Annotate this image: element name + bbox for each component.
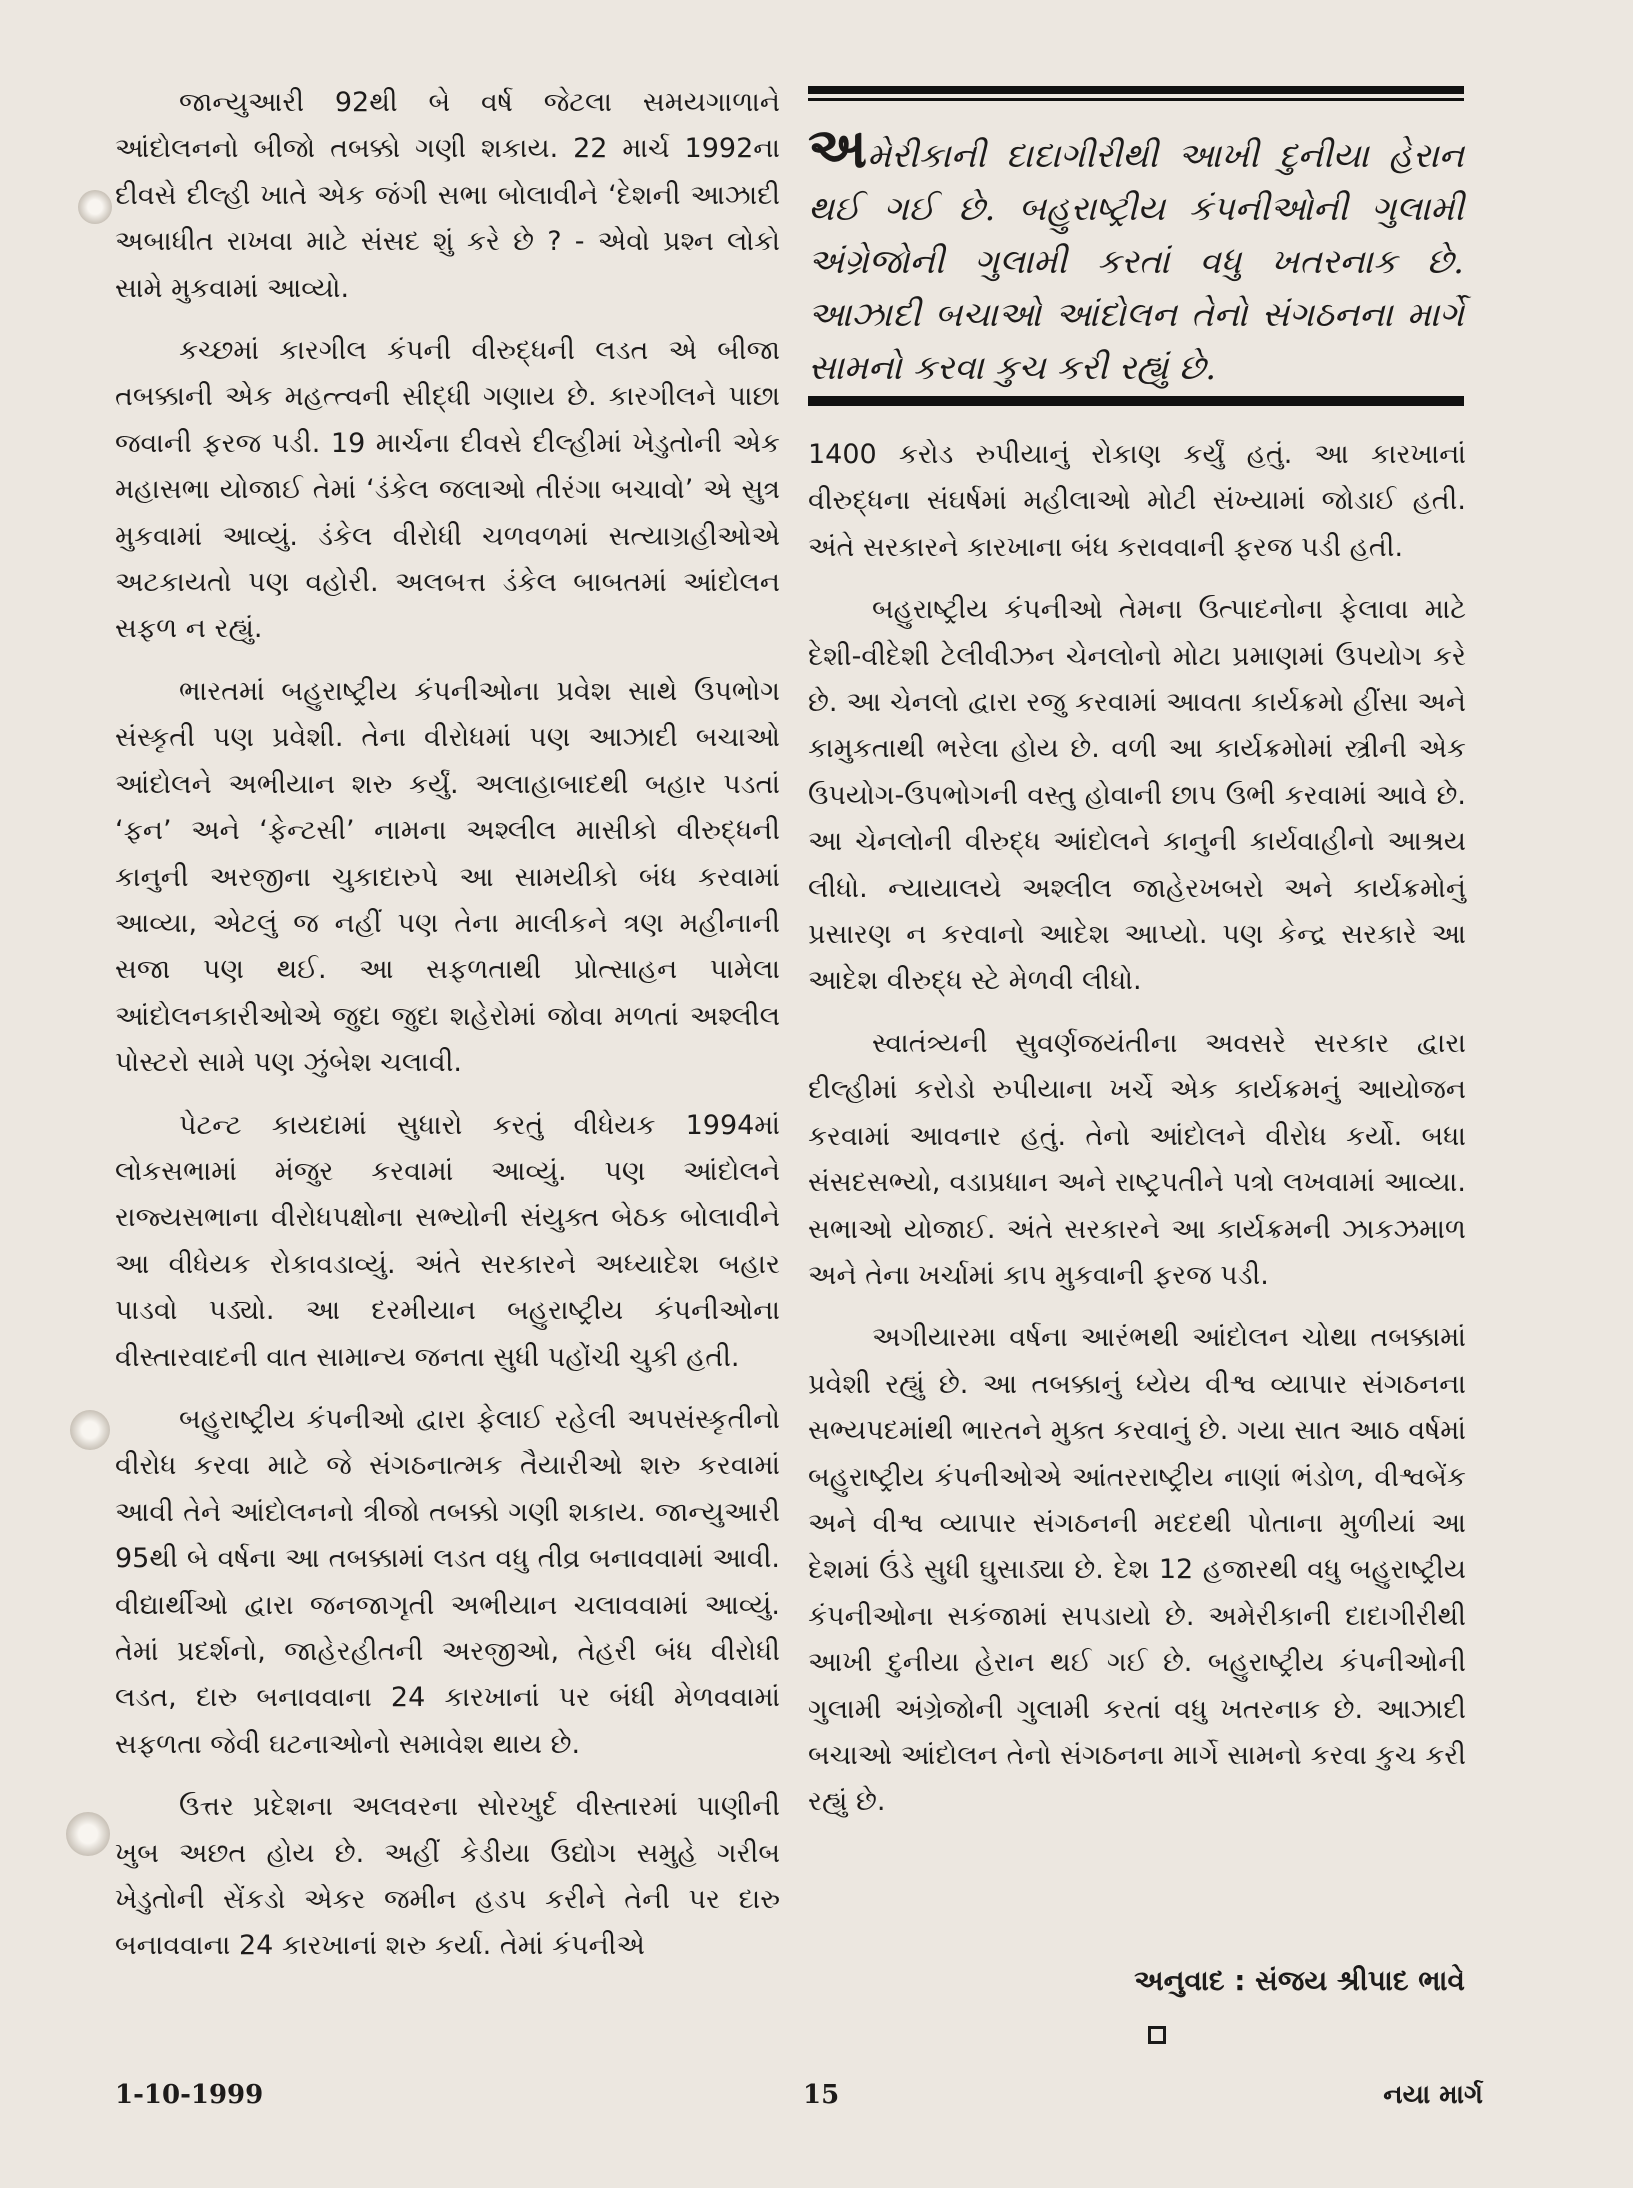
pull-quote-rule <box>808 396 1464 406</box>
paragraph: ભારતમાં બહુરાષ્ટ્રીય કંપનીઓના પ્રવેશ સાથે ઉપભોગ સંસ્કૃતી પણ પ્રવેશી. તેના વીરોધમાં પણ આઝાદી બચાઓ આંદોલને અભીયાન શરુ કર્યું. અલાહાબાદથી બહાર પડતાં ‘ફન’ અને ‘ફેન્ટસી’ નામના અશ્લીલ માસીકો વીરુદ્ધની કાનુની અરજીના ચુકાદારુપે આ સામયીકો બંધ કરવામાં આવ્યા, એટલું જ નહીં પણ તેના માલીકને ત્રણ મહીનાની સજા પણ થઈ. આ સફળતાથી પ્રોત્સાહન પામેલા આંદોલનકારીઓએ જુદા જુદા શહેરોમાં જોવા મળતાં અશ્લીલ પોસ્ટરો સામે પણ ઝુંબેશ ચલાવી. <box>115 675 780 1079</box>
paragraph: જાન્યુઆરી 92થી બે વર્ષ જેટલા સમયગાળાને આંદોલનનો બીજો તબક્કો ગણી શકાય. 22 માર્ચ 1992ના દીવસે દીલ્હી ખાતે એક જંગી સભા બોલાવીને ‘દેશની આઝાદી અબાધીત રાખવા માટે સંસદ શું કરે છે ? - એવો પ્રશ્ન લોકો સામે મુકવામાં આવ્યો. <box>115 87 780 304</box>
drop-initial: અ <box>808 115 868 181</box>
pull-quote-rule <box>808 86 1464 94</box>
right-column <box>808 432 1466 1842</box>
paragraph: ઉત્તર પ્રદેશના અલવરના સોરખુર્દ વીસ્તારમાં પાણીની ખુબ અછત હોય છે. અહીં કેડીયા ઉદ્યોગ સમુહે ગરીબ ખેડુતોની સેંકડો એકર જમીન હડપ કરીને તેની પર દારુ બનાવવાના 24 કારખાનાં શરુ કર્યા. તેમાં કંપનીએ <box>115 1791 780 1962</box>
pull-quote-body: મેરીકાની દાદાગીરીથી આખી દુનીયા હેરાન થઈ ગઈ છે. બહુરાષ્ટ્રીય કંપનીઓની ગુલામી અંગ્રેજોની ગુલામી કરતાં વધુ ખતરનાક છે. આઝાદી બચાઓ આંદોલન તેનો સંગઠનના માર્ગે સામનો કરવા કુચ કરી રહ્યું છે. <box>808 136 1464 388</box>
page-hole <box>66 1812 110 1856</box>
end-of-article-box <box>1148 2026 1166 2044</box>
page-hole <box>78 190 112 224</box>
paragraph: સ્વાતંત્ર્યની સુવર્ણજયંતીના અવસરે સરકાર દ્વારા દીલ્હીમાં કરોડો રુપીયાના ખર્ચે એક કાર્યક્રમનું આયોજન કરવામાં આવનાર હતું. તેનો આંદોલને વીરોધ કર્યો. બધા સંસદસભ્યો, વડાપ્રધાન અને રાષ્ટ્રપતીને પત્રો લખવામાં આવ્યા. સભાઓ યોજાઈ. અંતે સરકારને આ કાર્યક્રમની ઝાકઝમાળ અને તેના ખર્ચામાં કાપ મુકવાની ફરજ પડી. <box>808 1027 1466 1291</box>
pull-quote-rule <box>808 98 1464 101</box>
paragraph: 1400 કરોડ રુપીયાનું રોકાણ કર્યું હતું. આ કારખાનાં વીરુદ્ધના સંઘર્ષમાં મહીલાઓ મોટી સંખ્યામાં જોડાઈ હતી. અંતે સરકારને કારખાના બંધ કરાવવાની ફરજ પડી હતી. <box>808 439 1466 563</box>
pull-quote-text <box>808 115 1464 395</box>
paragraph: અગીયારમા વર્ષના આરંભથી આંદોલન ચોથા તબક્કામાં પ્રવેશી રહ્યું છે. આ તબક્કાનું ધ્યેય વીશ્વ વ્યાપાર સંગઠનના સભ્યપદમાંથી ભારતને મુક્ત કરવાનું છે. ગયા સાત આઠ વર્ષમાં બહુરાષ્ટ્રીય કંપનીઓએ આંતરરાષ્ટ્રીય નાણાં ભંડોળ, વીશ્વબેંક અને વીશ્વ વ્યાપાર સંગઠનની મદદથી પોતાના મુળીયાં આ દેશમાં ઉંડે સુધી ઘુસાડ્યા છે. દેશ 12 હજારથી વધુ બહુરાષ્ટ્રીય કંપનીઓના સકંજામાં સપડાયો છે. અમેરીકાની દાદાગીરીથી આખી દુનીયા હેરાન થઈ ગઈ છે. બહુરાષ્ટ્રીય કંપનીઓની ગુલામી અંગ્રેજોની ગુલામી કરતાં વધુ ખતરનાક છે. આઝાદી બચાઓ આંદોલન તેનો સંગઠનના માર્ગે સામનો કરવા કુચ કરી રહ્યું છે. <box>808 1322 1466 1818</box>
paragraph: કચ્છમાં કારગીલ કંપની વીરુદ્ધની લડત એ બીજા તબક્કાની એક મહત્ત્વની સીદ્ધી ગણાય છે. કારગીલને પાછા જવાની ફરજ પડી. 19 માર્ચના દીવસે દીલ્હીમાં ખેડુતોની એક મહાસભા યોજાઈ તેમાં ‘ડંકેલ જલાઓ તીરંગા બચાવો’ એ સુત્ર મુકવામાં આવ્યું. ડંકેલ વીરોધી ચળવળમાં સત્યાગ્રહીઓએ અટકાયતો પણ વહોરી. અલબત્ત ડંકેલ બાબતમાં આંદોલન સફળ ન રહ્યું. <box>115 335 780 645</box>
paragraph: બહુરાષ્ટ્રીય કંપનીઓ દ્વારા ફેલાઈ રહેલી અપસંસ્કૃતીનો વીરોધ કરવા માટે જે સંગઠનાત્મક તૈયારીઓ શરુ કરવામાં આવી તેને આંદોલનનો ત્રીજો તબક્કો ગણી શકાય. જાન્યુઆરી 95થી બે વર્ષના આ તબક્કામાં લડત વધુ તીવ્ર બનાવવામાં આવી. વીદ્યાર્થીઓ દ્વારા જનજાગૃતી અભીયાન ચલાવવામાં આવ્યું. તેમાં પ્રદર્શનો, જાહેરહીતની અરજીઓ, તેહરી બંધ વીરોધી લડત, દારુ બનાવવાના 24 કારખાનાં પર બંધી મેળવવામાં સફળતા જેવી ઘટનાઓનો સમાવેશ થાય છે. <box>115 1403 780 1760</box>
page-hole <box>70 1410 110 1450</box>
footer-date: 1-10-1999 <box>115 2080 264 2110</box>
magazine-title: નયા માર્ગ <box>1383 2080 1483 2110</box>
pull-quote <box>808 86 1464 412</box>
translator-byline: અનુવાદ : સંજય શ્રીપાદ ભાવે <box>1134 1964 1465 1997</box>
paragraph: પેટન્ટ કાયદામાં સુધારો કરતું વીધેયક 1994માં લોકસભામાં મંજુર કરવામાં આવ્યું. પણ આંદોલને રાજ્યસભાના વીરોધપક્ષોના સભ્યોની સંયુક્ત બેઠક બોલાવીને આ વીધેયક રોકાવડાવ્યું. અંતે સરકારને અધ્યાદેશ બહાર પાડવો પડ્યો. આ દરમીયાન બહુરાષ્ટ્રીય કંપનીઓના વીસ્તારવાદની વાત સામાન્ય જનતા સુધી પહોંચી ચુકી હતી. <box>115 1109 780 1373</box>
page-number: 15 <box>803 2080 840 2110</box>
left-column <box>115 80 780 1986</box>
paragraph: બહુરાષ્ટ્રીય કંપનીઓ તેમના ઉત્પાદનોના ફેલાવા માટે દેશી-વીદેશી ટેલીવીઝન ચેનલોનો મોટા પ્રમાણમાં ઉપયોગ કરે છે. આ ચેનલો દ્વારા રજુ કરવામાં આવતા કાર્યક્રમો હીંસા અને કામુકતાથી ભરેલા હોય છે. વળી આ કાર્યક્રમોમાં સ્ત્રીની એક ઉપયોગ-ઉપભોગની વસ્તુ હોવાની છાપ ઉભી કરવામાં આવે છે. આ ચેનલોની વીરુદ્ધ આંદોલને કાનુની કાર્યવાહીનો આશ્રય લીધો. ન્યાયાલયે અશ્લીલ જાહેરખબરો અને કાર્યક્રમોનું પ્રસારણ ન કરવાનો આદેશ આપ્યો. પણ કેન્દ્ર સરકારે આ આદેશ વીરુદ્ધ સ્ટે મેળવી લીધો. <box>808 594 1466 997</box>
